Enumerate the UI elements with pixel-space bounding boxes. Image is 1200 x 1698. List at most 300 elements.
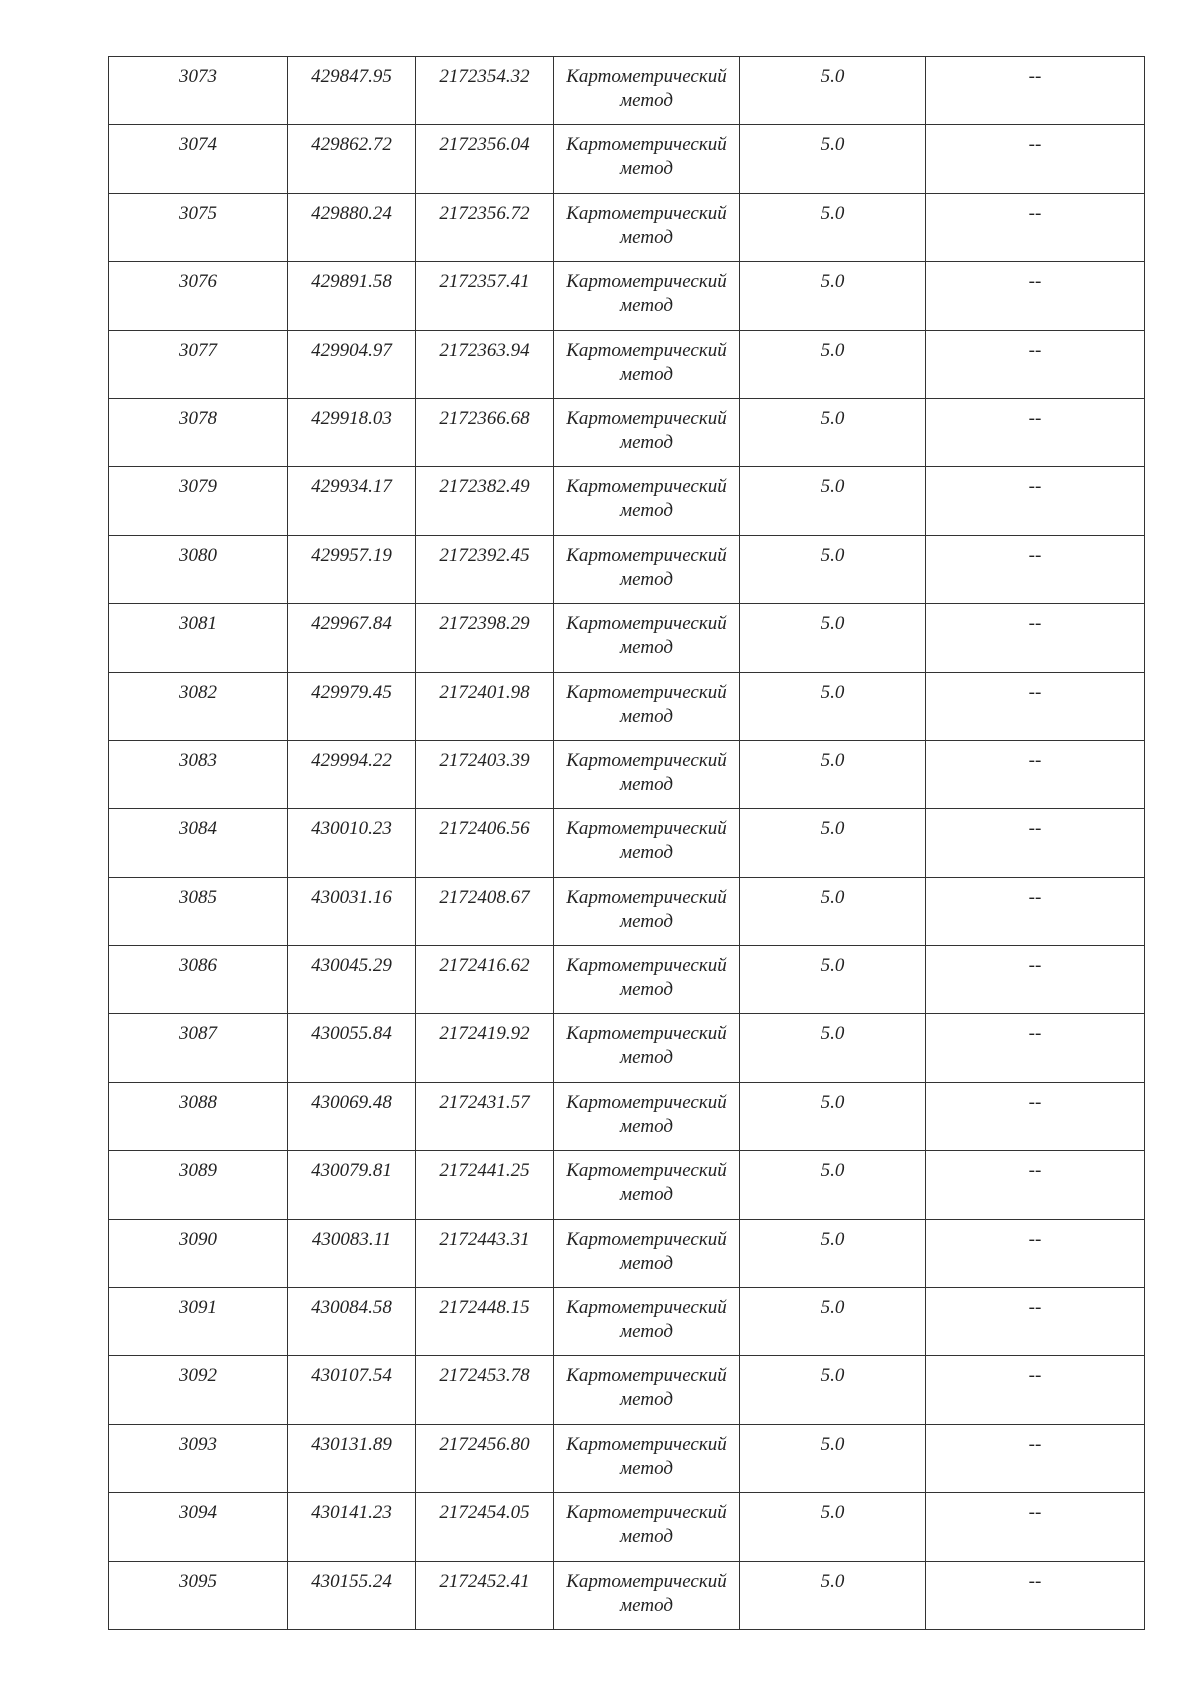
note-cell-text: --	[1028, 1297, 1042, 1319]
y-coordinate-cell	[416, 125, 554, 193]
x-coordinate-cell	[288, 125, 416, 193]
note-cell	[926, 1493, 1145, 1561]
accuracy-cell-text: 5.0	[820, 1091, 845, 1113]
x-coordinate-cell-text: 429979.45	[311, 681, 392, 703]
method-line-1: Картометрический	[566, 66, 727, 87]
coordinates-table-body	[109, 57, 1145, 1630]
y-coordinate-cell-text: 2172406.56	[439, 818, 530, 840]
method-line-1: Картометрический	[566, 613, 727, 635]
x-coordinate-cell-text: 430141.23	[311, 1502, 392, 1524]
method-cell	[554, 467, 740, 535]
accuracy-cell-text: 5.0	[820, 407, 845, 429]
y-coordinate-cell-text: 2172354.32	[439, 66, 530, 87]
method-line-2: метод	[620, 500, 673, 522]
note-cell-text: --	[1028, 1570, 1042, 1592]
x-coordinate-cell	[288, 398, 416, 466]
accuracy-cell-text: 5.0	[820, 1502, 845, 1524]
y-coordinate-cell	[416, 877, 554, 945]
x-coordinate-cell-text: 429918.03	[311, 407, 392, 429]
point-number-cell-text: 3076	[179, 271, 217, 293]
table-row	[109, 1082, 1145, 1150]
x-coordinate-cell-text: 429904.97	[311, 339, 392, 361]
method-line-2: метод	[620, 1321, 673, 1343]
point-number-cell	[109, 1082, 288, 1150]
x-coordinate-cell-text: 430055.84	[311, 1023, 392, 1045]
x-coordinate-cell	[288, 57, 416, 125]
note-cell	[926, 1356, 1145, 1424]
point-number-cell	[109, 330, 288, 398]
accuracy-cell-text: 5.0	[820, 271, 845, 293]
method-cell	[554, 1151, 740, 1219]
note-cell-text: --	[1028, 818, 1042, 840]
method-cell	[554, 125, 740, 193]
point-number-cell	[109, 1219, 288, 1287]
note-cell	[926, 1288, 1145, 1356]
method-text	[554, 1425, 739, 1481]
method-cell	[554, 330, 740, 398]
x-coordinate-cell-text: 430155.24	[311, 1570, 392, 1592]
table-row	[109, 1151, 1145, 1219]
y-coordinate-cell	[416, 1082, 554, 1150]
table-row	[109, 877, 1145, 945]
y-coordinate-cell-text: 2172392.45	[439, 544, 530, 566]
method-text	[554, 946, 739, 1002]
method-line-1: Картометрический	[566, 749, 727, 771]
point-number-cell-text: 3092	[179, 1365, 217, 1387]
accuracy-cell	[740, 535, 926, 603]
y-coordinate-cell	[416, 1151, 554, 1219]
accuracy-cell-text: 5.0	[820, 476, 845, 498]
x-coordinate-cell	[288, 467, 416, 535]
note-cell	[926, 467, 1145, 535]
coordinates-table	[108, 56, 1145, 1630]
note-cell-text: --	[1028, 1228, 1042, 1250]
point-number-cell-text: 3083	[179, 749, 217, 771]
point-number-cell-text: 3073	[179, 66, 217, 87]
method-line-1: Картометрический	[566, 1023, 727, 1045]
x-coordinate-cell	[288, 809, 416, 877]
method-cell	[554, 1356, 740, 1424]
point-number-cell-text: 3089	[179, 1160, 217, 1182]
method-cell	[554, 1082, 740, 1150]
method-line-2: метод	[620, 1047, 673, 1069]
method-text	[554, 536, 739, 592]
method-text	[554, 878, 739, 934]
y-coordinate-cell-text: 2172431.57	[439, 1091, 530, 1113]
note-cell	[926, 125, 1145, 193]
x-coordinate-cell	[288, 604, 416, 672]
accuracy-cell	[740, 398, 926, 466]
x-coordinate-cell	[288, 1082, 416, 1150]
method-cell	[554, 262, 740, 330]
accuracy-cell-text: 5.0	[820, 955, 845, 977]
table-row	[109, 672, 1145, 740]
note-cell-text: --	[1028, 1023, 1042, 1045]
point-number-cell-text: 3075	[179, 202, 217, 224]
method-line-2: метод	[620, 842, 673, 864]
method-text	[554, 1562, 739, 1618]
accuracy-cell-text: 5.0	[820, 134, 845, 156]
note-cell-text: --	[1028, 66, 1042, 87]
y-coordinate-cell	[416, 1014, 554, 1082]
x-coordinate-cell-text: 429967.84	[311, 613, 392, 635]
accuracy-cell	[740, 262, 926, 330]
table-row	[109, 740, 1145, 808]
y-coordinate-cell-text: 2172453.78	[439, 1365, 530, 1387]
x-coordinate-cell	[288, 946, 416, 1014]
y-coordinate-cell-text: 2172408.67	[439, 886, 530, 908]
accuracy-cell	[740, 1288, 926, 1356]
point-number-cell-text: 3080	[179, 544, 217, 566]
y-coordinate-cell-text: 2172456.80	[439, 1433, 530, 1455]
y-coordinate-cell	[416, 398, 554, 466]
method-line-1: Картометрический	[566, 544, 727, 566]
method-line-1: Картометрический	[566, 339, 727, 361]
point-number-cell	[109, 877, 288, 945]
accuracy-cell-text: 5.0	[820, 1433, 845, 1455]
note-cell-text: --	[1028, 407, 1042, 429]
note-cell-text: --	[1028, 1160, 1042, 1182]
y-coordinate-cell-text: 2172356.72	[439, 202, 530, 224]
accuracy-cell-text: 5.0	[820, 818, 845, 840]
point-number-cell-text: 3081	[179, 613, 217, 635]
method-text	[554, 1288, 739, 1344]
note-cell	[926, 262, 1145, 330]
point-number-cell	[109, 262, 288, 330]
method-line-2: метод	[620, 1389, 673, 1411]
table-row	[109, 946, 1145, 1014]
y-coordinate-cell-text: 2172401.98	[439, 681, 530, 703]
method-line-1: Картометрический	[566, 886, 727, 908]
method-cell	[554, 1219, 740, 1287]
method-line-1: Картометрический	[566, 202, 727, 224]
y-coordinate-cell	[416, 193, 554, 261]
point-number-cell	[109, 809, 288, 877]
table-row	[109, 535, 1145, 603]
note-cell-text: --	[1028, 1502, 1042, 1524]
table-row	[109, 330, 1145, 398]
note-cell-text: --	[1028, 749, 1042, 771]
y-coordinate-cell	[416, 1493, 554, 1561]
accuracy-cell-text: 5.0	[820, 1297, 845, 1319]
note-cell-text: --	[1028, 271, 1042, 293]
accuracy-cell	[740, 1151, 926, 1219]
note-cell-text: --	[1028, 613, 1042, 635]
y-coordinate-cell-text: 2172357.41	[439, 271, 530, 293]
accuracy-cell	[740, 877, 926, 945]
accuracy-cell	[740, 467, 926, 535]
point-number-cell	[109, 1356, 288, 1424]
accuracy-cell-text: 5.0	[820, 339, 845, 361]
x-coordinate-cell-text: 429957.19	[311, 544, 392, 566]
table-row	[109, 193, 1145, 261]
note-cell-text: --	[1028, 955, 1042, 977]
table-row	[109, 262, 1145, 330]
method-cell	[554, 1014, 740, 1082]
method-cell	[554, 877, 740, 945]
method-line-1: Картометрический	[566, 1160, 727, 1182]
x-coordinate-cell-text: 429880.24	[311, 202, 392, 224]
note-cell	[926, 604, 1145, 672]
method-line-2: метод	[620, 226, 673, 248]
y-coordinate-cell	[416, 535, 554, 603]
point-number-cell-text: 3086	[179, 955, 217, 977]
y-coordinate-cell	[416, 57, 554, 125]
method-cell	[554, 398, 740, 466]
y-coordinate-cell-text: 2172398.29	[439, 613, 530, 635]
table-row	[109, 125, 1145, 193]
x-coordinate-cell	[288, 193, 416, 261]
accuracy-cell-text: 5.0	[820, 1228, 845, 1250]
x-coordinate-cell-text: 430131.89	[311, 1433, 392, 1455]
method-line-2: метод	[620, 90, 673, 111]
note-cell	[926, 535, 1145, 603]
note-cell	[926, 1014, 1145, 1082]
method-line-1: Картометрический	[566, 134, 727, 156]
x-coordinate-cell	[288, 1014, 416, 1082]
method-cell	[554, 193, 740, 261]
accuracy-cell	[740, 1014, 926, 1082]
y-coordinate-cell-text: 2172363.94	[439, 339, 530, 361]
accuracy-cell	[740, 1219, 926, 1287]
note-cell-text: --	[1028, 476, 1042, 498]
method-text	[554, 331, 739, 387]
method-text	[554, 673, 739, 729]
y-coordinate-cell-text: 2172416.62	[439, 955, 530, 977]
point-number-cell-text: 3088	[179, 1091, 217, 1113]
table-row	[109, 398, 1145, 466]
x-coordinate-cell-text: 429847.95	[311, 66, 392, 87]
note-cell	[926, 877, 1145, 945]
point-number-cell	[109, 604, 288, 672]
method-line-1: Картометрический	[566, 407, 727, 429]
method-cell	[554, 535, 740, 603]
method-cell	[554, 1493, 740, 1561]
table-row	[109, 809, 1145, 877]
method-cell	[554, 1561, 740, 1629]
method-line-1: Картометрический	[566, 955, 727, 977]
method-line-2: метод	[620, 1457, 673, 1479]
note-cell	[926, 809, 1145, 877]
method-line-2: метод	[620, 705, 673, 727]
note-cell	[926, 193, 1145, 261]
method-line-2: метод	[620, 295, 673, 317]
y-coordinate-cell-text: 2172441.25	[439, 1160, 530, 1182]
x-coordinate-cell-text: 430107.54	[311, 1365, 392, 1387]
y-coordinate-cell	[416, 1424, 554, 1492]
accuracy-cell-text: 5.0	[820, 202, 845, 224]
accuracy-cell	[740, 1493, 926, 1561]
y-coordinate-cell-text: 2172382.49	[439, 476, 530, 498]
x-coordinate-cell	[288, 740, 416, 808]
y-coordinate-cell	[416, 1561, 554, 1629]
accuracy-cell-text: 5.0	[820, 681, 845, 703]
x-coordinate-cell-text: 429934.17	[311, 476, 392, 498]
note-cell-text: --	[1028, 339, 1042, 361]
x-coordinate-cell-text: 429994.22	[311, 749, 392, 771]
note-cell	[926, 672, 1145, 740]
method-text	[554, 1083, 739, 1139]
accuracy-cell-text: 5.0	[820, 1570, 845, 1592]
table-row	[109, 1356, 1145, 1424]
y-coordinate-cell	[416, 672, 554, 740]
point-number-cell-text: 3084	[179, 818, 217, 840]
note-cell-text: --	[1028, 1091, 1042, 1113]
point-number-cell	[109, 398, 288, 466]
x-coordinate-cell-text: 430083.11	[311, 1228, 392, 1250]
note-cell-text: --	[1028, 202, 1042, 224]
x-coordinate-cell	[288, 1493, 416, 1561]
y-coordinate-cell	[416, 1219, 554, 1287]
method-line-2: метод	[620, 1526, 673, 1548]
method-line-1: Картометрический	[566, 1570, 727, 1592]
accuracy-cell	[740, 740, 926, 808]
y-coordinate-cell	[416, 946, 554, 1014]
method-line-1: Картометрический	[566, 476, 727, 498]
method-line-2: метод	[620, 431, 673, 453]
method-line-2: метод	[620, 1594, 673, 1616]
accuracy-cell-text: 5.0	[820, 749, 845, 771]
point-number-cell-text: 3091	[179, 1297, 217, 1319]
note-cell	[926, 398, 1145, 466]
y-coordinate-cell	[416, 330, 554, 398]
point-number-cell-text: 3082	[179, 681, 217, 703]
point-number-cell-text: 3077	[179, 339, 217, 361]
point-number-cell	[109, 1014, 288, 1082]
point-number-cell-text: 3090	[179, 1228, 217, 1250]
note-cell-text: --	[1028, 1433, 1042, 1455]
x-coordinate-cell-text: 429891.58	[311, 271, 392, 293]
y-coordinate-cell-text: 2172443.31	[439, 1228, 530, 1250]
method-line-1: Картометрический	[566, 681, 727, 703]
method-cell	[554, 1424, 740, 1492]
method-line-1: Картометрический	[566, 1228, 727, 1250]
note-cell	[926, 57, 1145, 125]
note-cell-text: --	[1028, 886, 1042, 908]
accuracy-cell	[740, 330, 926, 398]
method-text	[554, 1220, 739, 1276]
point-number-cell	[109, 193, 288, 261]
point-number-cell	[109, 946, 288, 1014]
y-coordinate-cell	[416, 467, 554, 535]
method-line-2: метод	[620, 568, 673, 590]
method-line-1: Картометрический	[566, 1365, 727, 1387]
note-cell	[926, 740, 1145, 808]
method-text	[554, 809, 739, 865]
point-number-cell-text: 3095	[179, 1570, 217, 1592]
x-coordinate-cell	[288, 1288, 416, 1356]
x-coordinate-cell-text: 429862.72	[311, 134, 392, 156]
note-cell	[926, 1082, 1145, 1150]
accuracy-cell	[740, 125, 926, 193]
method-cell	[554, 604, 740, 672]
point-number-cell	[109, 1561, 288, 1629]
point-number-cell-text: 3087	[179, 1023, 217, 1045]
y-coordinate-cell	[416, 809, 554, 877]
x-coordinate-cell	[288, 1219, 416, 1287]
method-text	[554, 1356, 739, 1412]
x-coordinate-cell-text: 430069.48	[311, 1091, 392, 1113]
method-line-1: Картометрический	[566, 1297, 727, 1319]
method-line-2: метод	[620, 158, 673, 180]
x-coordinate-cell	[288, 1424, 416, 1492]
table-row	[109, 1288, 1145, 1356]
method-line-2: метод	[620, 363, 673, 385]
accuracy-cell-text: 5.0	[820, 1023, 845, 1045]
method-line-1: Картометрический	[566, 818, 727, 840]
x-coordinate-cell-text: 430045.29	[311, 955, 392, 977]
method-line-2: метод	[620, 1252, 673, 1274]
point-number-cell-text: 3094	[179, 1502, 217, 1524]
accuracy-cell	[740, 604, 926, 672]
method-text	[554, 467, 739, 523]
point-number-cell-text: 3078	[179, 407, 217, 429]
method-line-2: метод	[620, 910, 673, 932]
table-row	[109, 57, 1145, 125]
x-coordinate-cell	[288, 1151, 416, 1219]
method-text	[554, 1493, 739, 1549]
point-number-cell	[109, 125, 288, 193]
point-number-cell	[109, 1424, 288, 1492]
method-cell	[554, 946, 740, 1014]
method-line-1: Картометрический	[566, 1091, 727, 1113]
y-coordinate-cell-text: 2172419.92	[439, 1023, 530, 1045]
accuracy-cell-text: 5.0	[820, 886, 845, 908]
point-number-cell	[109, 57, 288, 125]
table-row	[109, 1014, 1145, 1082]
y-coordinate-cell-text: 2172403.39	[439, 749, 530, 771]
method-cell	[554, 672, 740, 740]
x-coordinate-cell	[288, 672, 416, 740]
method-text	[554, 1151, 739, 1207]
method-line-1: Картометрический	[566, 1502, 727, 1524]
point-number-cell	[109, 467, 288, 535]
y-coordinate-cell	[416, 740, 554, 808]
method-text	[554, 741, 739, 797]
method-text	[554, 57, 739, 113]
accuracy-cell	[740, 57, 926, 125]
x-coordinate-cell-text: 430084.58	[311, 1297, 392, 1319]
method-text	[554, 604, 739, 660]
table-row	[109, 467, 1145, 535]
y-coordinate-cell-text: 2172366.68	[439, 407, 530, 429]
y-coordinate-cell	[416, 1288, 554, 1356]
y-coordinate-cell-text: 2172452.41	[439, 1570, 530, 1592]
y-coordinate-cell	[416, 604, 554, 672]
note-cell-text: --	[1028, 544, 1042, 566]
point-number-cell-text: 3085	[179, 886, 217, 908]
method-line-2: метод	[620, 979, 673, 1001]
note-cell	[926, 1151, 1145, 1219]
point-number-cell-text: 3093	[179, 1433, 217, 1455]
method-cell	[554, 57, 740, 125]
point-number-cell	[109, 1493, 288, 1561]
x-coordinate-cell	[288, 535, 416, 603]
accuracy-cell	[740, 1356, 926, 1424]
point-number-cell	[109, 740, 288, 808]
method-line-2: метод	[620, 1184, 673, 1206]
accuracy-cell	[740, 1082, 926, 1150]
accuracy-cell-text: 5.0	[820, 613, 845, 635]
x-coordinate-cell-text: 430031.16	[311, 886, 392, 908]
x-coordinate-cell	[288, 330, 416, 398]
accuracy-cell-text: 5.0	[820, 544, 845, 566]
point-number-cell	[109, 1288, 288, 1356]
accuracy-cell-text: 5.0	[820, 66, 845, 87]
method-line-1: Картометрический	[566, 1433, 727, 1455]
method-text	[554, 125, 739, 181]
table-row	[109, 604, 1145, 672]
